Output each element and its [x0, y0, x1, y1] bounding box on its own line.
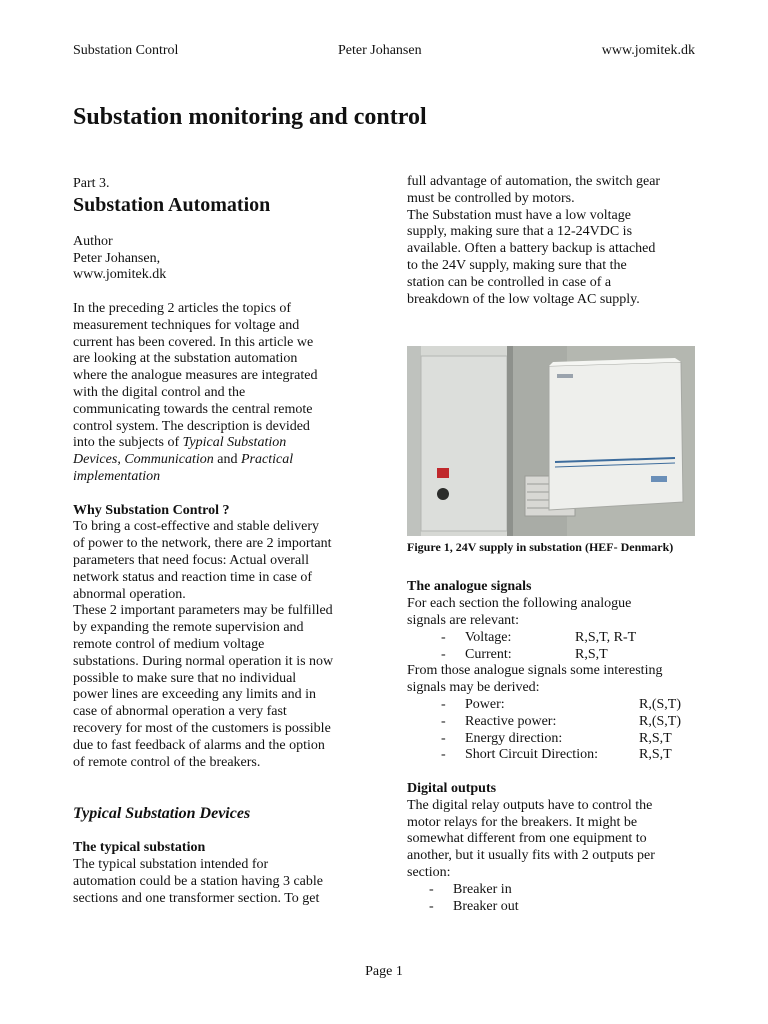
- list-value: R,S,T: [575, 646, 608, 662]
- typical-paragraph: [73, 857, 373, 907]
- list-value: R,(S,T): [639, 713, 681, 729]
- why-paragraph: [73, 519, 373, 771]
- derived-intro-line: From those analogue signals some interesting: [407, 663, 663, 679]
- typical-line: automation could be a station having 3 cable: [73, 873, 323, 889]
- typical-heading: The typical substation: [73, 840, 206, 856]
- supply-paragraph: [407, 174, 699, 308]
- intro-line: [73, 435, 373, 452]
- analogue-list: [407, 630, 699, 664]
- list-item: [407, 697, 699, 714]
- digital-list: [407, 882, 699, 916]
- list-dash: -: [441, 646, 446, 662]
- list-dash: -: [441, 747, 446, 763]
- article-subtitle: Substation Automation: [73, 193, 271, 216]
- derived-list: [407, 697, 699, 764]
- why-line: by expanding the remote supervision and: [73, 620, 304, 636]
- intro-line: where the analogue measures are integrated: [73, 368, 318, 384]
- list-dash: -: [429, 898, 434, 914]
- intro-text: into the subjects of: [73, 435, 183, 451]
- list-dash: -: [441, 696, 446, 712]
- intro-italic: Typical Substation: [182, 435, 287, 451]
- part-label: Part 3.: [73, 176, 110, 191]
- intro-line: measurement techniques for voltage and: [73, 317, 300, 333]
- supply-line: station can be controlled in case of a: [407, 274, 612, 290]
- list-label: Reactive power:: [465, 713, 557, 729]
- list-item: [407, 714, 699, 731]
- list-item: [407, 731, 699, 748]
- list-label: Voltage:: [465, 629, 512, 645]
- list-label: Breaker out: [453, 898, 519, 914]
- analogue-intro-line: signals are relevant:: [407, 612, 519, 628]
- why-line: abnormal operation.: [73, 586, 186, 602]
- intro-line: are looking at the substation automation: [73, 351, 298, 367]
- intro-text: and: [213, 452, 241, 468]
- list-item: [407, 747, 699, 764]
- digital-line: motor relays for the breakers. It might be: [407, 814, 638, 830]
- why-line: possible to make sure that no individual: [73, 670, 297, 686]
- supply-photo: [407, 346, 695, 536]
- header-right: www.jomitek.dk: [601, 43, 695, 58]
- why-line: recovery for most of the customers is possible: [73, 720, 331, 736]
- left-column: [73, 174, 373, 907]
- list-label: Breaker in: [453, 881, 512, 897]
- intro-italic: Devices: [73, 452, 118, 468]
- supply-line: supply, making sure that a 12-24VDC is: [407, 224, 633, 240]
- derived-intro-line: signals may be derived:: [407, 680, 540, 696]
- intro-paragraph: [73, 301, 373, 486]
- digital-line: The digital relay outputs have to control the: [407, 797, 653, 813]
- digital-paragraph: [407, 798, 699, 882]
- digital-line: another, but it usually fits with 2 outputs per: [407, 848, 655, 864]
- list-value: R,S,T: [639, 730, 672, 746]
- digital-heading: Digital outputs: [407, 780, 497, 796]
- author-label: Author: [73, 233, 113, 249]
- intro-line: current has been covered. In this article we: [73, 334, 314, 350]
- supply-line: The Substation must have a low voltage: [407, 207, 631, 223]
- intro-line: implementation: [73, 468, 161, 484]
- intro-line: In the preceding 2 articles the topics of: [73, 300, 292, 316]
- supply-line: to the 24V supply, making sure that the: [407, 257, 627, 273]
- list-dash: -: [441, 730, 446, 746]
- why-line: case of abnormal operation a very fast: [73, 704, 287, 720]
- analogue-intro-line: For each section the following analogue: [407, 596, 632, 612]
- why-line: remote control of medium voltage: [73, 636, 265, 652]
- list-item: [407, 899, 699, 916]
- why-line: of remote control of the breakers.: [73, 754, 261, 770]
- why-line: substations. During normal operation it is now: [73, 653, 334, 669]
- intro-text: ,: [117, 452, 125, 468]
- list-dash: -: [441, 629, 446, 645]
- digital-line: section:: [407, 864, 451, 880]
- supply-photo-illustration: [407, 346, 695, 536]
- supply-line: full advantage of automation, the switch gear: [407, 174, 661, 189]
- devices-heading: Typical Substation Devices: [73, 805, 251, 823]
- list-label: Current:: [465, 646, 512, 662]
- list-value: R,S,T: [639, 747, 672, 763]
- why-line: power lines are exceeding any limits and in: [73, 687, 316, 703]
- intro-italic: Practical: [240, 452, 294, 468]
- header-left: Substation Control: [73, 43, 179, 58]
- why-line: parameters that need focus: Actual overall: [73, 552, 309, 568]
- analogue-heading: The analogue signals: [407, 579, 532, 595]
- intro-line: communicating towards the central remote: [73, 401, 313, 417]
- author-name: Peter Johansen,: [73, 250, 161, 266]
- typical-line: sections and one transformer section. To get: [73, 890, 320, 906]
- header-center: Peter Johansen: [338, 43, 422, 58]
- intro-line: control system. The description is devided: [73, 418, 310, 434]
- supply-line: available. Often a battery backup is attached: [407, 241, 656, 257]
- author-site: www.jomitek.dk: [73, 267, 167, 283]
- why-line: due to fast feedback of alarms and the option: [73, 737, 325, 753]
- page-number: Page 1: [365, 964, 403, 979]
- supply-line: breakdown of the low voltage AC supply.: [407, 291, 640, 307]
- list-dash: -: [429, 881, 434, 897]
- page-title: Substation monitoring and control: [73, 104, 427, 130]
- supply-line: must be controlled by motors.: [407, 190, 575, 206]
- right-column: [407, 174, 699, 915]
- list-item: [407, 647, 699, 664]
- why-line: These 2 important parameters may be fulfilled: [73, 603, 333, 619]
- list-item: [407, 630, 699, 647]
- list-value: R,S,T, R-T: [575, 629, 637, 645]
- why-line: of power to the network, there are 2 important: [73, 536, 332, 552]
- list-value: R,(S,T): [639, 696, 681, 712]
- list-label: Energy direction:: [465, 730, 563, 746]
- digital-line: somewhat different from one equipment to: [407, 831, 647, 847]
- why-line: network status and reaction time in case of: [73, 569, 313, 585]
- list-label: Short Circuit Direction:: [465, 747, 598, 763]
- why-heading: Why Substation Control ?: [73, 502, 230, 518]
- list-dash: -: [441, 713, 446, 729]
- why-line: To bring a cost-effective and stable delivery: [73, 519, 319, 535]
- list-item: [407, 882, 699, 899]
- figure-caption: Figure 1, 24V supply in substation (HEF- Denmark): [407, 540, 674, 555]
- intro-line: [73, 452, 373, 469]
- intro-line: with the digital control and the: [73, 384, 246, 400]
- intro-italic: Communication: [124, 452, 214, 468]
- typical-line: The typical substation intended for: [73, 857, 269, 873]
- list-label: Power:: [465, 696, 505, 712]
